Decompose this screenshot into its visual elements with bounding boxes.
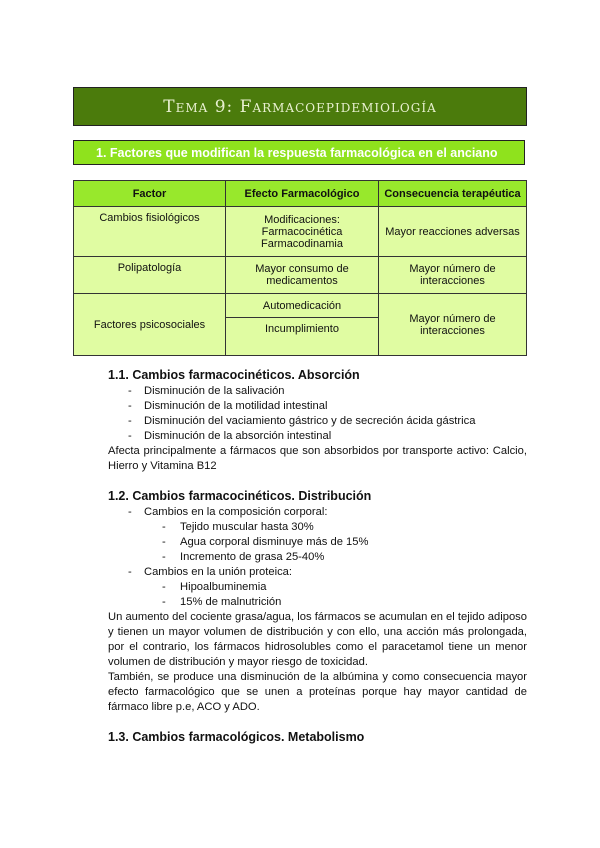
table-header-row [74, 181, 527, 207]
table-cell: Automedicación [226, 294, 379, 318]
list-item: - Disminución de la absorción intestinal [108, 429, 527, 444]
list-item: - 15% de malnutrición [108, 595, 527, 610]
table-cell: Mayor número de interacciones [379, 294, 527, 356]
table-row [74, 257, 527, 294]
table-cell: Incumplimiento [226, 318, 379, 356]
list-item-label: Cambios en la unión proteica: [144, 566, 293, 578]
table-row [74, 207, 527, 257]
list-item [108, 565, 527, 610]
paragraph: Afecta principalmente a fármacos que son absorbidos por transporte activo: Calcio, Hierro y Vitamina B12 [108, 445, 527, 472]
cell-line: Modificaciones: [264, 213, 340, 226]
subheading: 1.2. Cambios farmacocinéticos. Distribución [108, 489, 372, 503]
list-item: - Incremento de grasa 25-40% [108, 550, 527, 565]
list-item-label: Cambios en la composición corporal: [144, 506, 328, 518]
subheading: 1.1. Cambios farmacocinéticos. Absorción [108, 368, 360, 382]
list-item: - Disminución de la salivación [108, 384, 527, 399]
paragraph: Un aumento del cociente grasa/agua, los fármacos se acumulan en el tejido adiposo y tienen un mayor volumen de distribución y con ello, una acción más prolongada, por el contrario, los fármacos hidrosolubles como el paracetamol tiene un menor volumen de distribución y mayor riesgo de toxicidad. [108, 611, 527, 668]
factors-table [73, 180, 527, 356]
cell-line: Farmacocinética [261, 225, 343, 238]
list-item: - Tejido muscular hasta 30% [108, 520, 527, 535]
table-row [74, 294, 527, 318]
bullet-list [108, 384, 527, 444]
cell-line: Farmacodinamia [261, 237, 343, 250]
list-item: - Agua corporal disminuye más de 15% [108, 535, 527, 550]
table-cell: Cambios fisiológicos [74, 207, 226, 257]
body-text [108, 368, 527, 746]
header-cell: Factor [74, 181, 226, 207]
bullet-list [108, 505, 527, 610]
list-item: - Disminución de la motilidad intestinal [108, 399, 527, 414]
table-cell: Mayor número de interacciones [379, 257, 527, 294]
header-cell: Efecto Farmacológico [226, 181, 379, 207]
document-title: Tema 9: Farmacoepidemiología [73, 87, 527, 126]
table-cell: Polipatología [74, 257, 226, 294]
list-item: - Hipoalbuminemia [108, 580, 527, 595]
list-item [108, 505, 527, 565]
section-heading: 1. Factores que modifican la respuesta farmacológica en el anciano [73, 140, 525, 165]
header-cell: Consecuencia terapéutica [379, 181, 527, 207]
table-cell: Mayor consumo de medicamentos [226, 257, 379, 294]
list-item: - Disminución del vaciamiento gástrico y de secreción ácida gástrica [108, 414, 527, 429]
table-cell: Mayor reacciones adversas [379, 207, 527, 257]
table-cell: Factores psicosociales [74, 294, 226, 356]
table-cell [226, 207, 379, 257]
paragraph: También, se produce una disminución de la albúmina y como consecuencia mayor efecto farmacológico que se unen a proteínas porque hay mayor cantidad de fármaco libre p.e, ACO y ADO. [108, 671, 527, 713]
subheading: 1.3. Cambios farmacológicos. Metabolismo [108, 730, 365, 744]
